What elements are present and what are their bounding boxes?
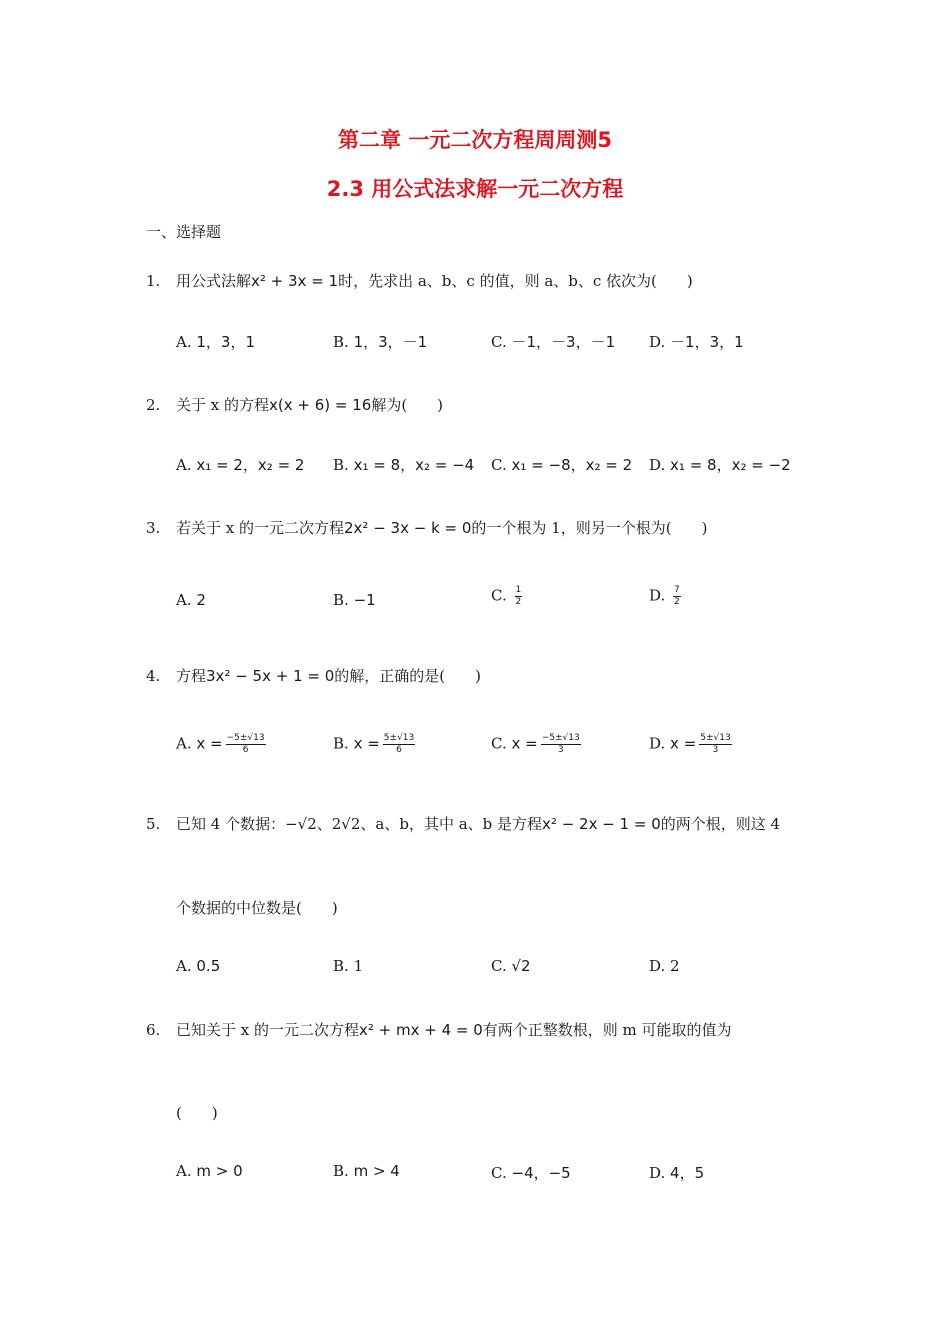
option-label: C. — [491, 333, 507, 351]
option-d[interactable] — [649, 734, 732, 755]
option-c[interactable] — [491, 331, 615, 352]
option-value: x₁ = −8，x₂ = 2 — [511, 456, 633, 474]
question-text: 的两个根，则这 4 — [660, 815, 781, 833]
fraction — [515, 586, 523, 607]
fraction — [699, 734, 731, 755]
option-label: A. — [176, 333, 192, 351]
question-5-continuation: 个数据的中位数是( ) — [176, 899, 338, 917]
option-c[interactable] — [491, 586, 522, 607]
option-d[interactable] — [649, 586, 681, 607]
denominator: 3 — [712, 745, 719, 755]
option-label: A. — [176, 957, 192, 975]
question-number: 4. — [146, 667, 161, 685]
question-text: 已知 4 个数据：−√2、2√2、a、b，其中 a、b 是方程 — [176, 815, 543, 833]
question-number: 5. — [146, 815, 161, 833]
equation: x(x + 6) = 16 — [269, 396, 372, 414]
option-b[interactable] — [333, 331, 427, 352]
option-value: m > 0 — [196, 1162, 243, 1180]
fraction — [541, 734, 581, 755]
fraction — [673, 586, 681, 607]
option-label: A. — [176, 734, 192, 753]
equation: x² + 3x = 1 — [251, 272, 339, 290]
option-label: B. — [333, 734, 349, 753]
option-prefix: x = — [670, 734, 697, 753]
option-label: A. — [176, 456, 192, 474]
page-subtitle: 2.3 用公式法求解一元二次方程 — [326, 177, 624, 201]
option-d[interactable] — [649, 454, 791, 475]
question-text: 方程 — [176, 667, 207, 685]
option-value: −4，−5 — [511, 1164, 571, 1182]
question-5 — [146, 813, 780, 834]
option-label: A. — [176, 1162, 192, 1180]
numerator: 5±√13 — [383, 733, 415, 743]
question-number: 2. — [146, 396, 161, 414]
option-value: m > 4 — [353, 1162, 400, 1180]
numerator: 1 — [515, 585, 522, 595]
option-a[interactable] — [176, 591, 206, 609]
question-6-continuation: ( ) — [176, 1104, 218, 1122]
option-label: D. — [649, 333, 666, 351]
option-value: x₁ = 8，x₂ = −4 — [353, 456, 475, 474]
option-value: 2 — [196, 591, 206, 609]
option-d[interactable] — [649, 957, 680, 975]
option-c[interactable] — [491, 454, 632, 475]
option-label: C. — [491, 586, 507, 605]
question-4 — [146, 665, 481, 686]
option-label: D. — [649, 957, 666, 975]
question-number: 3. — [146, 519, 161, 537]
option-prefix: x = — [511, 734, 538, 753]
equation: 2x² − 3x − k = 0 — [344, 519, 472, 537]
question-number: 6. — [146, 1021, 161, 1039]
option-label: C. — [491, 456, 507, 474]
option-value: －1，－3，－1 — [511, 333, 616, 351]
question-number: 1. — [146, 272, 161, 290]
option-a[interactable] — [176, 734, 266, 755]
equation: x² + mx + 4 = 0 — [359, 1021, 483, 1039]
option-a[interactable] — [176, 454, 304, 475]
option-value: x₁ = 2，x₂ = 2 — [196, 456, 305, 474]
fraction — [226, 734, 266, 755]
denominator: 2 — [674, 597, 680, 607]
question-text: 时，先求出 a、b、c 的值，则 a、b、c 依次为( ) — [338, 272, 693, 290]
numerator: −5±√13 — [541, 733, 580, 743]
option-d[interactable] — [649, 331, 744, 352]
option-label: D. — [649, 734, 666, 753]
option-c[interactable] — [491, 1162, 571, 1183]
option-value: 2 — [670, 957, 680, 975]
option-value: −1 — [353, 591, 376, 609]
question-text: 用公式法解 — [176, 272, 252, 290]
option-c[interactable] — [491, 734, 581, 755]
option-value: 4，5 — [670, 1164, 705, 1182]
numerator: 7 — [674, 585, 680, 595]
option-value: 1，3，1 — [196, 333, 256, 351]
option-a[interactable] — [176, 957, 220, 975]
equation: 3x² − 5x + 1 = 0 — [206, 667, 335, 685]
question-text: 关于 x 的方程 — [176, 396, 269, 414]
question-text: 的一个根为 1，则另一个根为( ) — [471, 519, 708, 537]
option-a[interactable] — [176, 331, 255, 352]
option-label: C. — [491, 957, 507, 975]
option-label: B. — [333, 957, 349, 975]
option-a[interactable] — [176, 1162, 243, 1180]
option-label: D. — [649, 586, 666, 605]
page-title: 第二章 一元二次方程周周测5 — [338, 128, 612, 152]
option-label: B. — [333, 591, 349, 609]
option-prefix: x = — [196, 734, 223, 753]
question-text: 已知关于 x 的一元二次方程 — [176, 1021, 359, 1039]
denominator: 2 — [515, 597, 522, 607]
question-text: 若关于 x 的一元二次方程 — [176, 519, 344, 537]
option-b[interactable] — [333, 734, 415, 755]
question-6 — [146, 1019, 732, 1040]
numerator: 5±√13 — [700, 733, 731, 743]
question-3 — [146, 517, 707, 538]
option-value: 0.5 — [196, 957, 221, 975]
option-b[interactable] — [333, 1162, 400, 1180]
option-d[interactable] — [649, 1162, 704, 1183]
option-label: A. — [176, 591, 192, 609]
fraction — [383, 734, 415, 755]
option-prefix: x = — [353, 734, 380, 753]
option-value: 1，3，－1 — [353, 333, 428, 351]
question-text: 有两个正整数根，则 m 可能取的值为 — [482, 1021, 732, 1039]
question-text: 解为( ) — [371, 396, 444, 414]
option-label: D. — [649, 456, 666, 474]
option-value: √2 — [511, 957, 531, 975]
option-label: D. — [649, 1164, 666, 1182]
option-label: C. — [491, 1164, 507, 1182]
option-label: B. — [333, 1162, 349, 1180]
option-label: B. — [333, 456, 349, 474]
question-2 — [146, 394, 443, 415]
numerator: −5±√13 — [226, 733, 265, 743]
denominator: 6 — [396, 745, 402, 755]
question-1 — [146, 270, 693, 291]
option-label: B. — [333, 333, 349, 351]
option-b[interactable] — [333, 454, 474, 475]
option-value: 1 — [353, 957, 364, 975]
option-b[interactable] — [333, 591, 376, 609]
equation: x² − 2x − 1 = 0 — [542, 815, 661, 833]
denominator: 6 — [242, 745, 249, 755]
option-label: C. — [491, 734, 507, 753]
option-b[interactable] — [333, 957, 363, 975]
question-text: 的解，正确的是( ) — [334, 667, 481, 685]
option-value: x₁ = 8，x₂ = −2 — [670, 456, 791, 474]
option-c[interactable] — [491, 957, 531, 975]
denominator: 3 — [557, 745, 564, 755]
option-value: －1，3，1 — [670, 333, 744, 351]
section-title: 一、选择题 — [146, 223, 222, 241]
